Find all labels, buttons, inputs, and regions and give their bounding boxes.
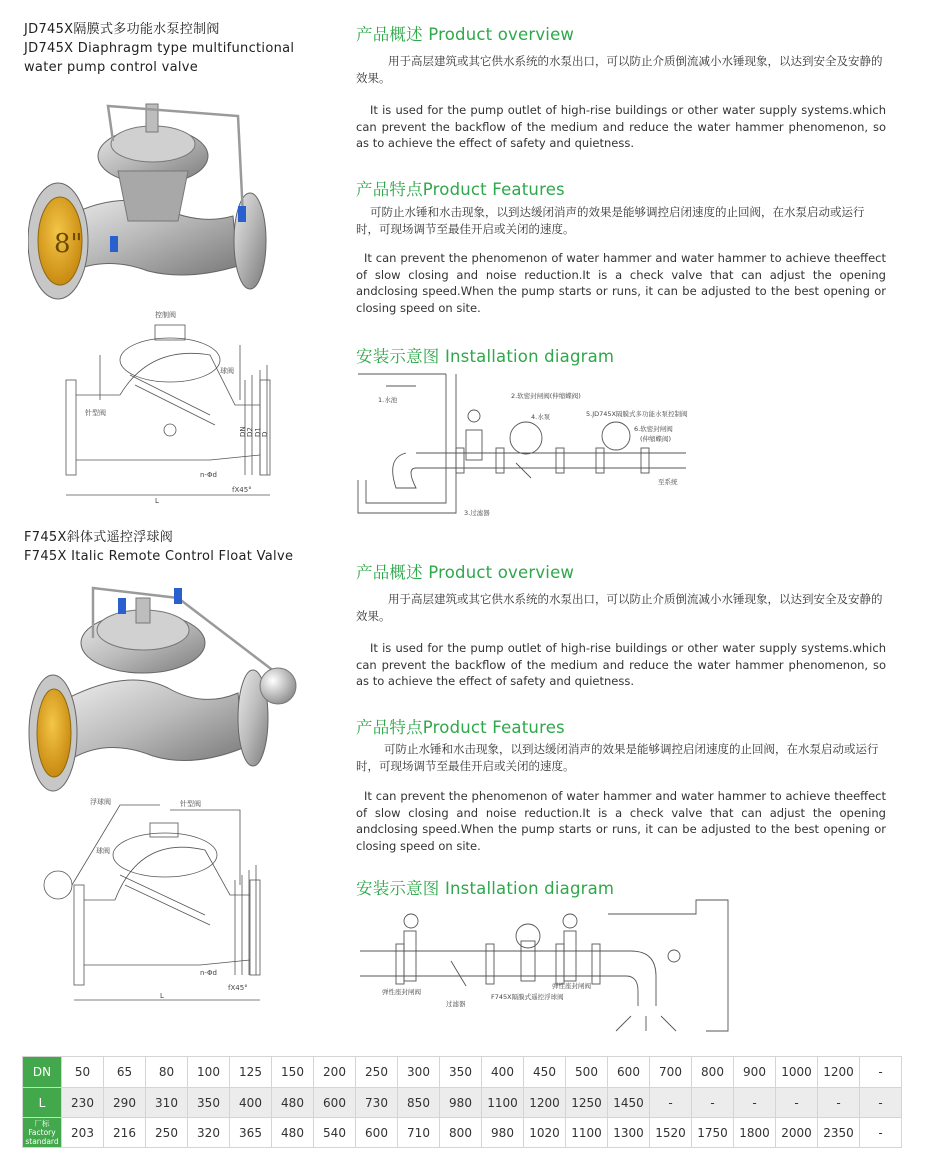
drawing-label: fX45° xyxy=(228,984,248,992)
spec-cell: 600 xyxy=(608,1057,650,1088)
diagram-label: 弹性座封闸阀 xyxy=(382,988,421,996)
spec-cell: 150 xyxy=(272,1057,314,1088)
spec-cell: 600 xyxy=(356,1118,398,1148)
spec-cell: 800 xyxy=(440,1118,482,1148)
flange-size-text: 8" xyxy=(54,229,83,259)
spec-header-factory xyxy=(23,1118,62,1148)
drawing-label: fX45° xyxy=(232,486,252,494)
spec-cell: 1750 xyxy=(692,1118,734,1148)
spec-cell: 980 xyxy=(440,1088,482,1118)
spec-cell: 480 xyxy=(272,1118,314,1148)
diagram-label: 4.水泵 xyxy=(531,413,551,421)
drawing-label: n-Φd xyxy=(200,969,217,977)
spec-header-line: standard xyxy=(25,1137,59,1146)
jd745x-valve-photo xyxy=(28,96,278,306)
product2-title-line: F745X斜体式遥控浮球阀 xyxy=(24,530,174,545)
spec-cell: - xyxy=(860,1057,902,1088)
diagram-label: 5.JD745X隔膜式多功能水泵控制阀 xyxy=(586,410,688,418)
diagram-label: F745X隔膜式遥控浮球阀 xyxy=(491,993,564,1001)
installation-diagram-2 xyxy=(356,896,731,1036)
jd745x-technical-drawing xyxy=(60,305,290,505)
dim-label: D1 xyxy=(254,427,262,437)
spec-cell: 80 xyxy=(146,1057,188,1088)
spec-cell: - xyxy=(692,1088,734,1118)
spec-cell: 900 xyxy=(734,1057,776,1088)
features-en-2: It can prevent the phenomenon of water hammer and water hammer to achieve theeffect of slow closing and noise reduction.It is a check valve that can adjust the opening andclosing speed.When the pump starts or runs, it can be adjusted to the best opening or closing speed on site. xyxy=(356,789,886,853)
spec-cell: 710 xyxy=(398,1118,440,1148)
features-cn: 可防止水锤和水击现象，以到达缓闭消声的效果是能够调控启闭速度的止回阀，在水泵启动或运行时，可现场调节至最佳开启或关闭的速度。 xyxy=(356,205,865,236)
drawing-label: L xyxy=(155,497,159,505)
spec-cell: 50 xyxy=(62,1057,104,1088)
spec-cell: 1200 xyxy=(818,1057,860,1088)
install-title: 安装示意图 Installation diagram xyxy=(356,347,615,366)
dim-label: D2 xyxy=(246,427,254,437)
features-cn-2: 可防止水锤和水击现象，以到达缓闭消声的效果是能够调控启闭速度的止回阀，在水泵启动或运行时，可现场调节至最佳开启或关闭的速度。 xyxy=(356,742,879,773)
overview-cn-2: 用于高层建筑或其它供水系统的水泵出口，可以防止介质倒流减小水锤现象，以达到安全及安静的效果。 xyxy=(356,592,883,623)
spec-cell: 320 xyxy=(188,1118,230,1148)
spec-cell: 216 xyxy=(104,1118,146,1148)
overview-cn: 用于高层建筑或其它供水系统的水泵出口，可以防止介质倒流减小水锤现象，以达到安全及安静的效果。 xyxy=(356,54,883,85)
overview-title: 产品概述 Product overview xyxy=(356,25,575,44)
spec-cell: 350 xyxy=(188,1088,230,1118)
spec-cell: 250 xyxy=(146,1118,188,1148)
spec-cell: 125 xyxy=(230,1057,272,1088)
spec-cell: 600 xyxy=(314,1088,356,1118)
spec-cell: 400 xyxy=(230,1088,272,1118)
spec-cell: 1450 xyxy=(608,1088,650,1118)
diagram-label: 3.过滤器 xyxy=(464,509,490,517)
spec-cell: 800 xyxy=(692,1057,734,1088)
product1-title-line: JD745X Diaphragm type multifunctional xyxy=(24,41,295,56)
spec-cell: 450 xyxy=(524,1057,566,1088)
spec-header-line: Factory xyxy=(28,1128,56,1137)
features-en: It can prevent the phenomenon of water hammer and water hammer to achieve theeffect of slow closing and noise reduction.It is a check valve that can adjust the opening andclosing speed.When the pump starts or runs, it can be adjusted to the best opening or closing speed on site. xyxy=(356,251,886,315)
spec-cell: 850 xyxy=(398,1088,440,1118)
spec-cell: 100 xyxy=(188,1057,230,1088)
spec-cell: 1800 xyxy=(734,1118,776,1148)
spec-cell: 400 xyxy=(482,1057,524,1088)
spec-cell: 290 xyxy=(104,1088,146,1118)
product1-title xyxy=(24,20,294,77)
f745x-valve-photo xyxy=(28,568,308,798)
spec-cell: 310 xyxy=(146,1088,188,1118)
spec-cell: 1200 xyxy=(524,1088,566,1118)
spec-cell: 250 xyxy=(356,1057,398,1088)
spec-header-line: 厂标 xyxy=(34,1119,50,1128)
installation-diagram-1 xyxy=(356,368,726,528)
spec-cell: 480 xyxy=(272,1088,314,1118)
product2-title-line: F745X Italic Remote Control Float Valve xyxy=(24,549,294,564)
spec-cell: 2350 xyxy=(818,1118,860,1148)
spec-cell: 730 xyxy=(356,1088,398,1118)
spec-cell: 1000 xyxy=(776,1057,818,1088)
spec-cell: 700 xyxy=(650,1057,692,1088)
features-title: 产品特点Product Features xyxy=(356,180,565,199)
spec-cell: 230 xyxy=(62,1088,104,1118)
spec-header-l: L xyxy=(23,1088,62,1118)
diagram-label: 6.软密封闸阀 xyxy=(634,425,673,433)
drawing-label: 浮球阀 xyxy=(90,798,111,806)
spec-cell: 1300 xyxy=(608,1118,650,1148)
spec-table xyxy=(22,1056,902,1148)
spec-cell: 500 xyxy=(566,1057,608,1088)
spec-cell: 350 xyxy=(440,1057,482,1088)
spec-cell: 365 xyxy=(230,1118,272,1148)
spec-cell: 1520 xyxy=(650,1118,692,1148)
spec-row-l xyxy=(23,1088,902,1118)
product2-title xyxy=(24,528,293,566)
spec-cell: 1250 xyxy=(566,1088,608,1118)
drawing-label: 球阀 xyxy=(220,367,234,375)
spec-cell: 300 xyxy=(398,1057,440,1088)
spec-cell: - xyxy=(860,1118,902,1148)
spec-row-dn xyxy=(23,1057,902,1088)
spec-cell: 2000 xyxy=(776,1118,818,1148)
diagram-label: 2.软密封闸阀(伸缩蝶阀) xyxy=(511,392,581,400)
diagram-label: 弹性座封闸阀 xyxy=(552,982,591,990)
install-title-2: 安装示意图 Installation diagram xyxy=(356,879,615,898)
diagram-label: (伸缩蝶阀) xyxy=(640,435,672,443)
spec-cell: - xyxy=(818,1088,860,1118)
spec-cell: 200 xyxy=(314,1057,356,1088)
spec-cell: 540 xyxy=(314,1118,356,1148)
diagram-label: 1.水池 xyxy=(378,396,398,404)
spec-cell: 1020 xyxy=(524,1118,566,1148)
spec-row-factory xyxy=(23,1118,902,1148)
spec-cell: 1100 xyxy=(566,1118,608,1148)
features-title-2: 产品特点Product Features xyxy=(356,718,565,737)
spec-header-dn: DN xyxy=(23,1057,62,1088)
drawing-label: 针型阀 xyxy=(180,800,201,808)
f745x-technical-drawing xyxy=(40,795,290,1005)
dim-label: DN xyxy=(239,426,247,437)
drawing-label: n-Φd xyxy=(200,471,217,479)
spec-cell: 980 xyxy=(482,1118,524,1148)
drawing-label: 球阀 xyxy=(96,847,110,855)
spec-cell: 203 xyxy=(62,1118,104,1148)
spec-cell: 65 xyxy=(104,1057,146,1088)
drawing-label: 针型阀 xyxy=(85,409,106,417)
spec-cell: - xyxy=(776,1088,818,1118)
drawing-label: L xyxy=(160,992,164,1000)
overview-en-2: It is used for the pump outlet of high-rise buildings or other water supply systems.which can prevent the backflow of the medium and reduce the water hammer phenomenon, so as to achieve the effect of safety and quietness. xyxy=(356,641,886,688)
spec-cell: 1100 xyxy=(482,1088,524,1118)
spec-cell: - xyxy=(734,1088,776,1118)
product1-title-line: JD745X隔膜式多功能水泵控制阀 xyxy=(24,22,220,37)
spec-cell: - xyxy=(650,1088,692,1118)
diagram-label: 至系统 xyxy=(658,478,678,486)
product1-title-line: water pump control valve xyxy=(24,60,199,75)
overview-en: It is used for the pump outlet of high-rise buildings or other water supply systems.which can prevent the backflow of the medium and reduce the water hammer phenomenon, so as to achieve the effect of safety and quietness. xyxy=(356,103,886,150)
dim-label: D xyxy=(261,431,269,437)
spec-cell: - xyxy=(860,1088,902,1118)
drawing-label: 控制阀 xyxy=(155,311,176,319)
overview-title-2: 产品概述 Product overview xyxy=(356,563,575,582)
diagram-label: 过滤器 xyxy=(446,1000,466,1008)
